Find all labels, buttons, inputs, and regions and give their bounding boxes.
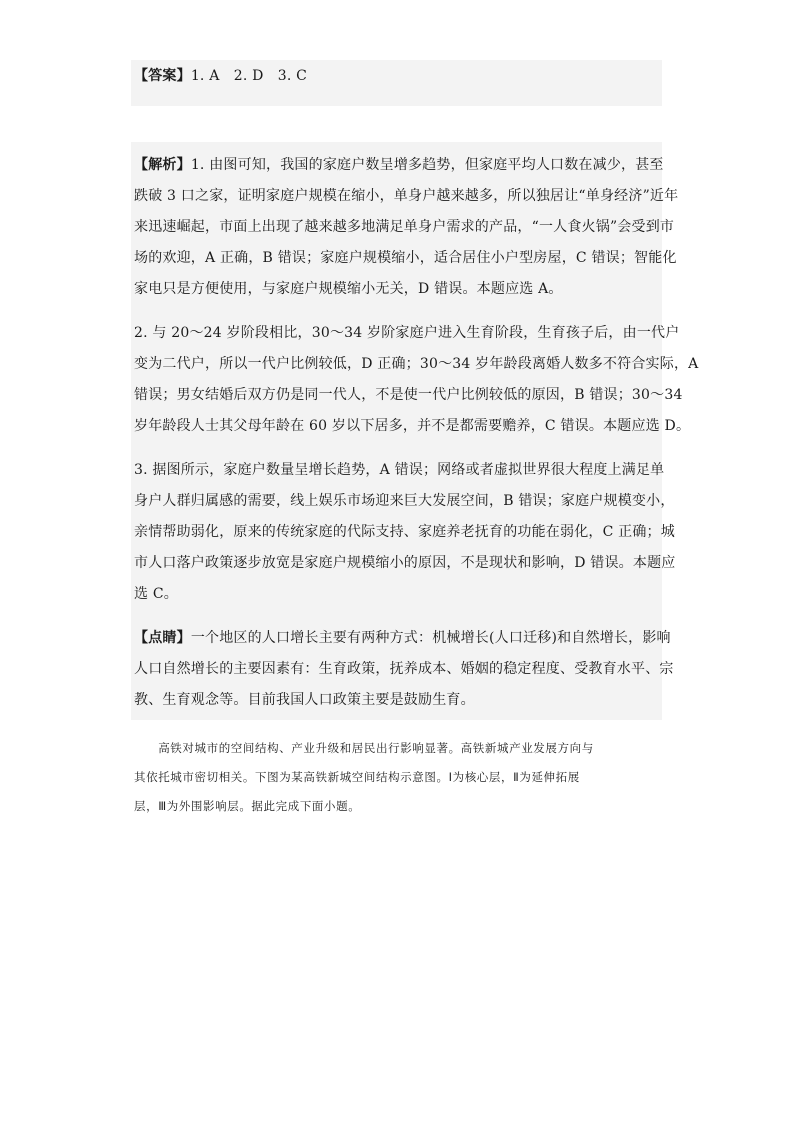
comment-text-1: 一个地区的人口增长主要有两种方式：机械增长(人口迁移)和自然增长，影响 (190, 630, 671, 646)
analysis-p3-line-4: 市人口落户政策逐步放宽是家庭户规模缩小的原因，不是现状和影响，D 错误。本题应 (134, 555, 676, 571)
analysis-p2-line-4: 岁年龄段人士其父母年龄在 60 岁以下居多，并不是都需要赡养，C 错误。本题应选 D。 (134, 418, 691, 434)
comment-line-1 (134, 628, 671, 648)
analysis-p1-line-1: 1. 由图可知，我国的家庭户数呈增多趋势，但家庭平均人口数在减少，甚至 (190, 157, 664, 173)
analysis-p3-line-2: 身户人群归属感的需要，线上娱乐市场迎来巨大发展空间，B 错误；家庭户规模变小， (134, 493, 675, 509)
analysis-line (134, 155, 664, 175)
analysis-p1-line-2: 跌破 3 口之家，证明家庭户规模在缩小，单身户越来越多，所以独居让“单身经济”近年 (134, 188, 679, 204)
analysis-p2-line-1: 2. 与 20～24 岁阶段相比，30～34 岁阶家庭户进入生育阶段，生育孩子后，由一代户 (134, 325, 680, 341)
question-line-1: 高铁对城市的空间结构、产业升级和居民出行影响显著。高铁新城产业发展方向与 (134, 741, 594, 755)
analysis-p2-line-3: 错误；男女结婚后双方仍是同一代人，不是使一代户比例较低的原因，B 错误；30～34 (134, 387, 683, 403)
answer-line (134, 66, 307, 86)
analysis-p3-line-1: 3. 据图所示，家庭户数量呈增长趋势，A 错误；网络或者虚拟世界很大程度上满足单 (134, 462, 665, 478)
analysis-label: 【解析】 (134, 157, 191, 173)
analysis-p1-line-5: 家电只是方便使用，与家庭户规模缩小无关，D 错误。本题应选 A。 (134, 281, 563, 297)
question-line-3: 层，Ⅲ为外围影响层。据此完成下面小题。 (134, 799, 361, 813)
question-line-2: 其依托城市密切相关。下图为某高铁新城空间结构示意图。Ⅰ为核心层，Ⅱ为延伸拓展 (134, 770, 580, 784)
comment-line-2: 人口自然增长的主要因素有：生育政策，抚养成本、婚姻的稳定程度、受教育水平、宗 (134, 661, 674, 677)
analysis-p3-line-5: 选 C。 (134, 586, 178, 602)
analysis-p1-line-4: 场的欢迎，A 正确，B 错误；家庭户规模缩小，适合居住小户型房屋，C 错误；智能化 (134, 250, 677, 266)
analysis-p3-line-3: 亲情帮助弱化，原来的传统家庭的代际支持、家庭养老抚育的功能在弱化，C 正确；城 (134, 524, 675, 540)
analysis-p2-line-2: 变为二代户，所以一代户比例较低，D 正确；30～34 岁年龄段离婚人数多不符合实际，A (134, 356, 699, 372)
answer-text: 1. A 2. D 3. C (190, 68, 308, 84)
analysis-p1-line-3: 来迅速崛起，市面上出现了越来越多地满足单身户需求的产品，“一人食火锅”会受到市 (134, 219, 675, 235)
comment-label: 【点睛】 (134, 630, 191, 646)
comment-line-3: 教、生育观念等。目前我国人口政策主要是鼓励生育。 (134, 692, 475, 708)
answer-label: 【答案】 (134, 68, 191, 84)
